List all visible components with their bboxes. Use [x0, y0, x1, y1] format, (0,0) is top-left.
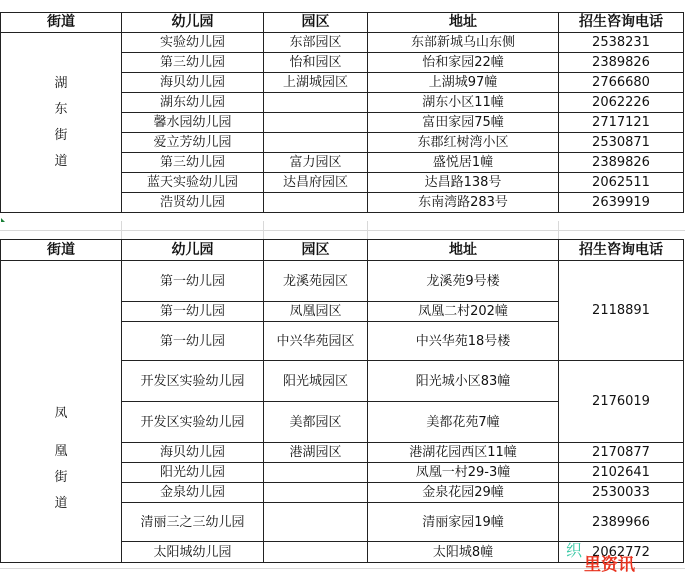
address-cell: 凤凰一村29-3幢	[368, 463, 559, 483]
phone-cell: 2639919	[559, 193, 684, 213]
header-street: 街道	[1, 240, 122, 261]
street-char: 道	[54, 496, 68, 511]
campus-cell: 港湖园区	[264, 443, 368, 463]
phone-cell: 2717121	[559, 113, 684, 133]
campus-cell: 龙溪苑园区	[264, 261, 368, 302]
address-cell: 东郡红树湾小区	[368, 133, 559, 153]
phone-cell: 2170877	[559, 443, 684, 463]
campus-cell: 中兴华苑园区	[264, 322, 368, 361]
campus-cell	[264, 113, 368, 133]
campus-cell	[264, 483, 368, 503]
table-header-row	[1, 240, 684, 261]
phone-cell: 2389826	[559, 153, 684, 173]
gap-gridline	[263, 221, 264, 239]
campus-cell	[264, 193, 368, 213]
kindergarten-cell: 第三幼儿园	[122, 153, 264, 173]
campus-cell: 达昌府园区	[264, 173, 368, 193]
kindergarten-cell: 海贝幼儿园	[122, 73, 264, 93]
gap-gridline	[0, 230, 685, 231]
kindergarten-cell: 太阳城幼儿园	[122, 542, 264, 563]
merged-phone-cell: 2176019	[559, 361, 684, 443]
address-cell: 湖东小区11幢	[368, 93, 559, 113]
phone-cell: 2530871	[559, 133, 684, 153]
kindergarten-cell: 爱立芳幼儿园	[122, 133, 264, 153]
header-phone: 招生咨询电话	[559, 240, 684, 261]
cell-marker	[1, 218, 5, 222]
kindergarten-cell: 开发区实验幼儿园	[122, 402, 264, 443]
kindergarten-cell: 浩贤幼儿园	[122, 193, 264, 213]
header-kindergarten: 幼儿园	[122, 240, 264, 261]
header-phone: 招生咨询电话	[559, 13, 684, 33]
address-cell: 阳光城小区83幢	[368, 361, 559, 402]
street-name-cell	[1, 261, 122, 563]
street-char: 道	[54, 153, 68, 169]
gap-gridline	[367, 221, 368, 239]
phone-cell: 2062772	[559, 542, 684, 563]
kindergarten-cell: 第一幼儿园	[122, 302, 264, 322]
campus-cell	[264, 463, 368, 483]
street-char: 街	[54, 127, 68, 143]
phone-cell: 2538231	[559, 33, 684, 53]
kindergarten-cell: 第一幼儿园	[122, 261, 264, 302]
kindergarten-cell: 蓝天实验幼儿园	[122, 173, 264, 193]
table-row	[1, 33, 684, 53]
campus-cell: 富力园区	[264, 153, 368, 173]
kindergarten-cell: 第一幼儿园	[122, 322, 264, 361]
address-cell: 东部新城乌山东侧	[368, 33, 559, 53]
kindergarten-cell: 阳光幼儿园	[122, 463, 264, 483]
address-cell: 达昌路138号	[368, 173, 559, 193]
campus-cell: 美都园区	[264, 402, 368, 443]
kindergarten-cell: 开发区实验幼儿园	[122, 361, 264, 402]
kindergarten-cell: 第三幼儿园	[122, 53, 264, 73]
campus-cell	[264, 542, 368, 563]
header-address: 地址	[368, 240, 559, 261]
address-cell: 中兴华苑18号楼	[368, 322, 559, 361]
phone-cell: 2102641	[559, 463, 684, 483]
watermark-text: 里资讯	[584, 555, 635, 575]
phone-cell: 2062511	[559, 173, 684, 193]
address-cell: 港湖花园西区11幢	[368, 443, 559, 463]
address-cell: 盛悦居1幢	[368, 153, 559, 173]
campus-cell: 上湖城园区	[264, 73, 368, 93]
address-cell: 上湖城97幢	[368, 73, 559, 93]
kindergarten-cell: 金泉幼儿园	[122, 483, 264, 503]
phone-cell: 2389826	[559, 53, 684, 73]
gap-gridline	[121, 221, 122, 239]
kindergarten-cell: 馨水园幼儿园	[122, 113, 264, 133]
hudong-street-table	[0, 12, 684, 213]
kindergarten-cell: 清丽三之三幼儿园	[122, 503, 264, 542]
street-char: 街	[54, 470, 68, 485]
phone-cell: 2766680	[559, 73, 684, 93]
phone-cell: 2389966	[559, 503, 684, 542]
watermark-mark: 织	[566, 541, 583, 560]
address-cell: 金泉花园29幢	[368, 483, 559, 503]
street-char: 凰	[54, 444, 68, 459]
address-cell: 清丽家园19幢	[368, 503, 559, 542]
address-cell: 怡和家园22幢	[368, 53, 559, 73]
table-header-row	[1, 13, 684, 33]
campus-cell: 东部园区	[264, 33, 368, 53]
header-campus: 园区	[264, 240, 368, 261]
watermark-logo	[560, 534, 682, 574]
street-char: 湖	[54, 75, 68, 91]
phone-cell: 2062226	[559, 93, 684, 113]
kindergarten-cell: 实验幼儿园	[122, 33, 264, 53]
address-cell: 东南湾路283号	[368, 193, 559, 213]
address-cell: 美都花苑7幢	[368, 402, 559, 443]
campus-cell: 阳光城园区	[264, 361, 368, 402]
street-char: 凤	[54, 406, 68, 421]
street-name-cell	[1, 33, 122, 213]
address-cell: 太阳城8幢	[368, 542, 559, 563]
campus-cell	[264, 93, 368, 113]
fenghuang-street-table	[0, 239, 684, 563]
campus-cell: 怡和园区	[264, 53, 368, 73]
header-street: 街道	[1, 13, 122, 33]
header-kindergarten: 幼儿园	[122, 13, 264, 33]
campus-cell: 凤凰园区	[264, 302, 368, 322]
street-char: 东	[54, 101, 68, 117]
address-cell: 凤凰二村202幢	[368, 302, 559, 322]
table-row	[1, 261, 684, 302]
campus-cell	[264, 133, 368, 153]
merged-phone-cell: 2118891	[559, 261, 684, 361]
address-cell: 富田家园75幢	[368, 113, 559, 133]
campus-cell	[264, 503, 368, 542]
header-address: 地址	[368, 13, 559, 33]
address-cell: 龙溪苑9号楼	[368, 261, 559, 302]
gap-gridline	[558, 221, 559, 239]
kindergarten-cell: 湖东幼儿园	[122, 93, 264, 113]
phone-cell: 2530033	[559, 483, 684, 503]
header-campus: 园区	[264, 13, 368, 33]
kindergarten-cell: 海贝幼儿园	[122, 443, 264, 463]
